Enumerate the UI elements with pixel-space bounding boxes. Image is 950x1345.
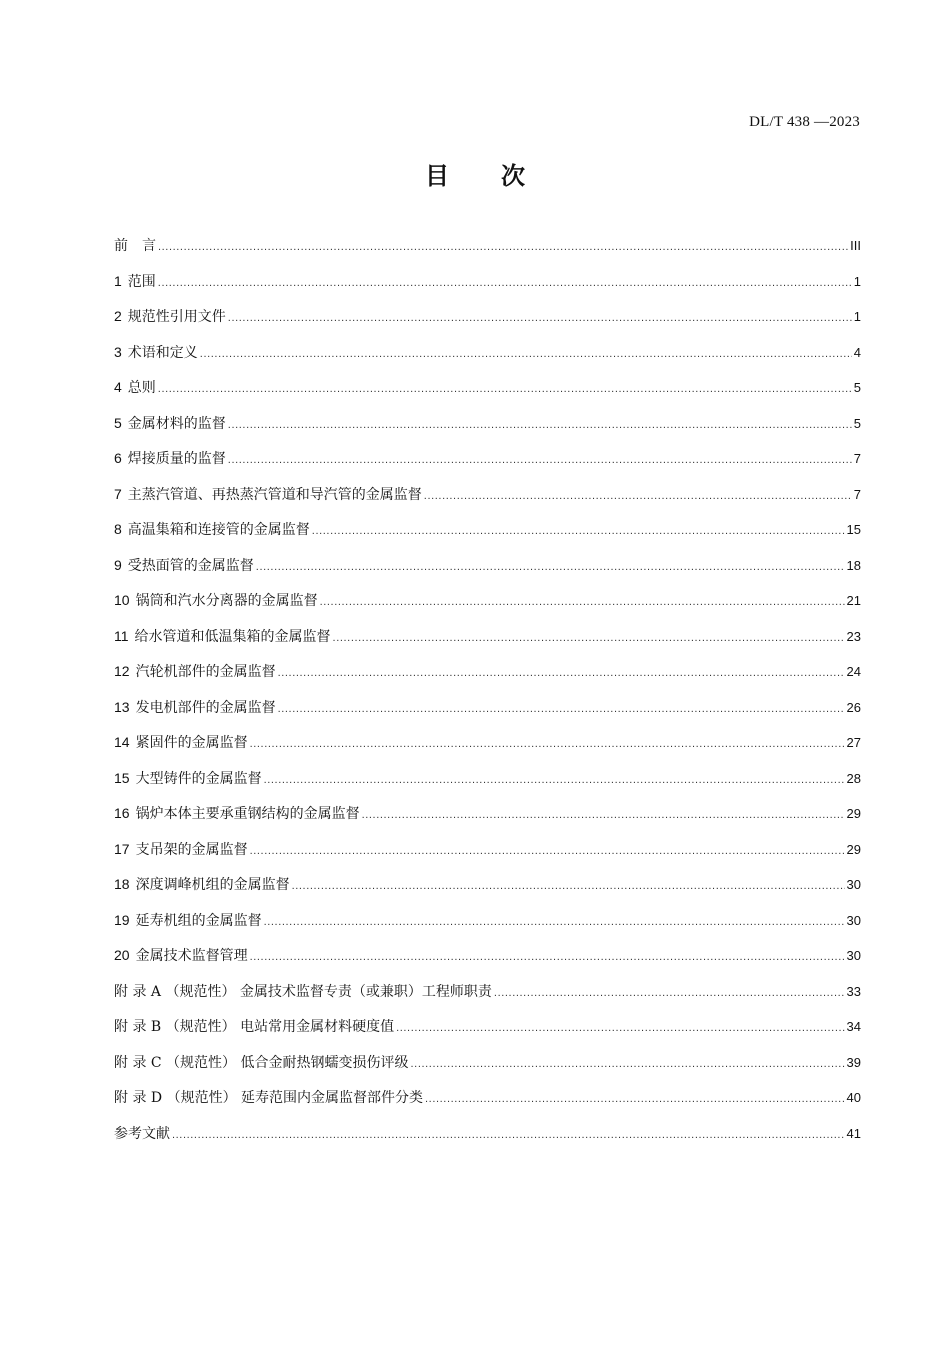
toc-entry-text: 金属材料的监督 <box>127 415 226 432</box>
toc-entry-text: 锅筒和汽水分离器的金属监督 <box>135 593 318 609</box>
toc-entry[interactable] <box>114 974 861 1010</box>
toc-entry-label <box>114 406 226 443</box>
toc-entry-text: 支吊架的金属监督 <box>135 841 248 858</box>
toc-entry-text: 发电机部件的金属监督 <box>135 699 276 716</box>
toc-leader-dots <box>411 1047 845 1083</box>
toc-entry-number: 20 <box>114 947 130 963</box>
toc-entry-number: 5 <box>114 414 122 431</box>
toc-entry-text: 金属技术监督管理 <box>135 948 248 964</box>
toc-entry[interactable] <box>114 725 861 761</box>
toc-entry-page: 5 <box>853 380 861 395</box>
toc-entry-text: 受热面管的金属监督 <box>127 557 254 574</box>
toc-entry-text: 主蒸汽管道、再热蒸汽管道和导汽管的金属监督 <box>127 486 422 503</box>
toc-entry-label <box>114 1010 394 1046</box>
toc-entry-page: 33 <box>846 983 861 999</box>
toc-entry-label <box>114 1046 409 1082</box>
toc-entry-page: 29 <box>846 841 861 857</box>
toc-leader-dots <box>264 763 845 799</box>
toc-entry-label <box>114 975 492 1011</box>
toc-entry-number: 17 <box>114 840 130 857</box>
toc-entry-text: 汽轮机部件的金属监督 <box>135 664 276 680</box>
toc-entry-text: 锅炉本体主要承重钢结构的金属监督 <box>135 806 360 822</box>
toc-entry-page: 29 <box>846 806 861 821</box>
toc-entry-label <box>114 477 422 514</box>
toc-entry-text: 高温集箱和连接管的金属监督 <box>127 522 310 538</box>
toc-entry-number: 12 <box>114 663 130 679</box>
toc-leader-dots <box>228 443 852 479</box>
toc-leader-dots <box>320 585 845 621</box>
toc-entry-label <box>114 512 310 549</box>
standard-code: DL/T 438 —2023 <box>749 114 860 130</box>
toc-entry-number: 13 <box>114 698 130 715</box>
toc-entry-text: 附 录 A （规范性） 金属技术监督专责（或兼职）工程师职责 <box>114 983 492 1000</box>
toc-entry-number: 19 <box>114 911 130 928</box>
toc-entry-label <box>114 725 248 762</box>
toc-entry-label <box>114 229 156 265</box>
toc-entry[interactable] <box>114 370 861 406</box>
toc-entry-label <box>114 441 226 478</box>
toc-entry-number: 14 <box>114 734 130 750</box>
toc-entry[interactable] <box>114 938 861 974</box>
toc-entry-text: 术语和定义 <box>127 344 198 361</box>
toc-leader-dots <box>250 940 845 976</box>
toc-entry-text: 附 录 C （规范性） 低合金耐热钢蠕变损伤评级 <box>114 1054 409 1071</box>
toc-entry[interactable] <box>114 512 861 548</box>
toc-entry-label <box>114 335 198 372</box>
toc-entry-page: 26 <box>846 699 861 715</box>
toc-entry-label <box>114 1117 170 1153</box>
toc-entry-page: 15 <box>846 522 861 537</box>
page-title <box>0 156 950 191</box>
toc-entry-page: 30 <box>846 912 861 928</box>
toc-leader-dots <box>312 514 845 550</box>
toc-entry-page: 1 <box>853 309 861 324</box>
toc-entry[interactable] <box>114 441 861 477</box>
toc-entry[interactable] <box>114 690 861 726</box>
toc-entry-page: 7 <box>853 486 861 502</box>
toc-entry-number: 15 <box>114 769 130 786</box>
toc-entry-text: 总则 <box>127 380 156 396</box>
toc-entry-text: 紧固件的金属监督 <box>135 735 248 751</box>
toc-entry-label <box>114 583 318 620</box>
toc-entry-page: 7 <box>853 451 861 466</box>
toc-entry[interactable] <box>114 832 861 868</box>
toc-entry[interactable] <box>114 1009 861 1045</box>
toc-entry[interactable] <box>114 903 861 939</box>
toc-leader-dots <box>158 372 852 408</box>
toc-entry-number: 1 <box>114 272 122 289</box>
toc-entry-label <box>114 1081 423 1117</box>
toc-leader-dots <box>362 798 845 834</box>
toc-entry[interactable] <box>114 228 861 264</box>
toc-entry[interactable] <box>114 654 861 690</box>
toc-leader-dots <box>264 905 845 941</box>
toc-entry-page: 23 <box>846 628 861 644</box>
toc-leader-dots <box>200 337 852 373</box>
toc-entry-page: 5 <box>853 415 861 431</box>
toc-entry-page: 27 <box>846 735 861 750</box>
toc-entry-label <box>114 867 290 904</box>
toc-entry-number: 11 <box>114 627 129 644</box>
toc-leader-dots <box>158 266 852 302</box>
toc-entry-label <box>114 690 276 727</box>
toc-entry[interactable] <box>114 264 861 300</box>
toc-entry-label <box>114 938 248 975</box>
toc-leader-dots <box>424 479 852 515</box>
toc-entry-text: 给水管道和低温集箱的金属监督 <box>134 628 331 645</box>
toc-entry-number: 6 <box>114 450 122 466</box>
toc-entry-number: 16 <box>114 805 130 821</box>
toc-entry-page: 34 <box>846 1019 861 1034</box>
toc-entry-text: 大型铸件的金属监督 <box>135 770 262 787</box>
toc-entry-page: 40 <box>846 1090 861 1105</box>
title-char-1: 目 <box>425 162 449 190</box>
toc-entry-label <box>114 761 262 798</box>
toc-entry[interactable] <box>114 796 861 832</box>
toc-entry-number: 3 <box>114 343 122 360</box>
toc-leader-dots <box>228 408 852 444</box>
toc-entry-text: 范围 <box>127 273 156 290</box>
toc-entry-number: 4 <box>114 379 122 395</box>
toc-entry-label <box>114 796 360 833</box>
toc-entry-number: 10 <box>114 592 130 608</box>
toc-leader-dots <box>250 727 845 763</box>
toc-entry-page: 4 <box>853 344 861 360</box>
toc-entry-page: 30 <box>846 948 861 963</box>
toc-entry-text: 附 录 B （规范性） 电站常用金属材料硬度值 <box>114 1019 395 1035</box>
toc-entry-text: 规范性引用文件 <box>127 309 226 325</box>
toc-entry-page: 21 <box>846 593 861 608</box>
toc-leader-dots <box>425 1082 845 1118</box>
toc-entry-page: 1 <box>853 273 861 289</box>
title-char-2: 次 <box>501 162 525 190</box>
toc-entry-number: 18 <box>114 876 130 892</box>
toc-entry[interactable] <box>114 619 861 655</box>
toc-leader-dots <box>250 834 845 870</box>
toc-entry-label <box>114 619 331 656</box>
toc-leader-dots <box>333 621 845 657</box>
toc-entry-number: 7 <box>114 485 122 502</box>
toc-entry-label <box>114 832 248 869</box>
toc-entry-text: 附 录 D （规范性） 延寿范围内金属监督部件分类 <box>114 1090 424 1106</box>
toc-entry-text: 焊接质量的监督 <box>127 451 226 467</box>
toc-entry-page: 18 <box>846 557 861 573</box>
toc-entry[interactable] <box>114 477 861 513</box>
toc-entry-text: 前 言 <box>114 238 156 254</box>
toc-entry-text: 参考文献 <box>114 1125 170 1142</box>
toc-entry[interactable] <box>114 548 861 584</box>
toc-leader-dots <box>256 550 845 586</box>
toc-entry[interactable] <box>114 1116 861 1152</box>
toc-entry[interactable] <box>114 867 861 903</box>
toc-entry[interactable] <box>114 299 861 335</box>
toc-leader-dots <box>494 976 845 1012</box>
toc-leader-dots <box>172 1118 845 1154</box>
toc-entry[interactable] <box>114 335 861 371</box>
toc-entry-label <box>114 903 262 940</box>
toc-entry-label <box>114 548 254 585</box>
toc-entry-page: 30 <box>846 877 861 892</box>
table-of-contents <box>114 228 861 1151</box>
toc-entry-label <box>114 654 276 691</box>
toc-entry-label <box>114 299 226 336</box>
toc-leader-dots <box>278 656 845 692</box>
toc-entry-page: III <box>850 238 861 253</box>
toc-entry-number: 8 <box>114 521 122 537</box>
toc-leader-dots <box>396 1011 844 1047</box>
toc-entry-page: 24 <box>846 664 861 679</box>
toc-entry[interactable] <box>114 761 861 797</box>
toc-leader-dots <box>158 230 848 266</box>
toc-entry[interactable] <box>114 1045 861 1081</box>
toc-entry[interactable] <box>114 1080 861 1116</box>
toc-entry-page: 28 <box>846 770 861 786</box>
toc-leader-dots <box>292 869 845 905</box>
toc-entry-number: 9 <box>114 556 122 573</box>
toc-entry[interactable] <box>114 406 861 442</box>
toc-entry-page: 39 <box>846 1054 861 1070</box>
toc-entry-text: 深度调峰机组的金属监督 <box>135 877 290 893</box>
toc-entry[interactable] <box>114 583 861 619</box>
toc-leader-dots <box>228 301 852 337</box>
toc-entry-number: 2 <box>114 308 122 324</box>
toc-entry-page: 41 <box>846 1125 861 1141</box>
toc-entry-label <box>114 264 156 301</box>
toc-entry-text: 延寿机组的金属监督 <box>135 912 262 929</box>
toc-leader-dots <box>278 692 845 728</box>
toc-entry-label <box>114 370 156 407</box>
